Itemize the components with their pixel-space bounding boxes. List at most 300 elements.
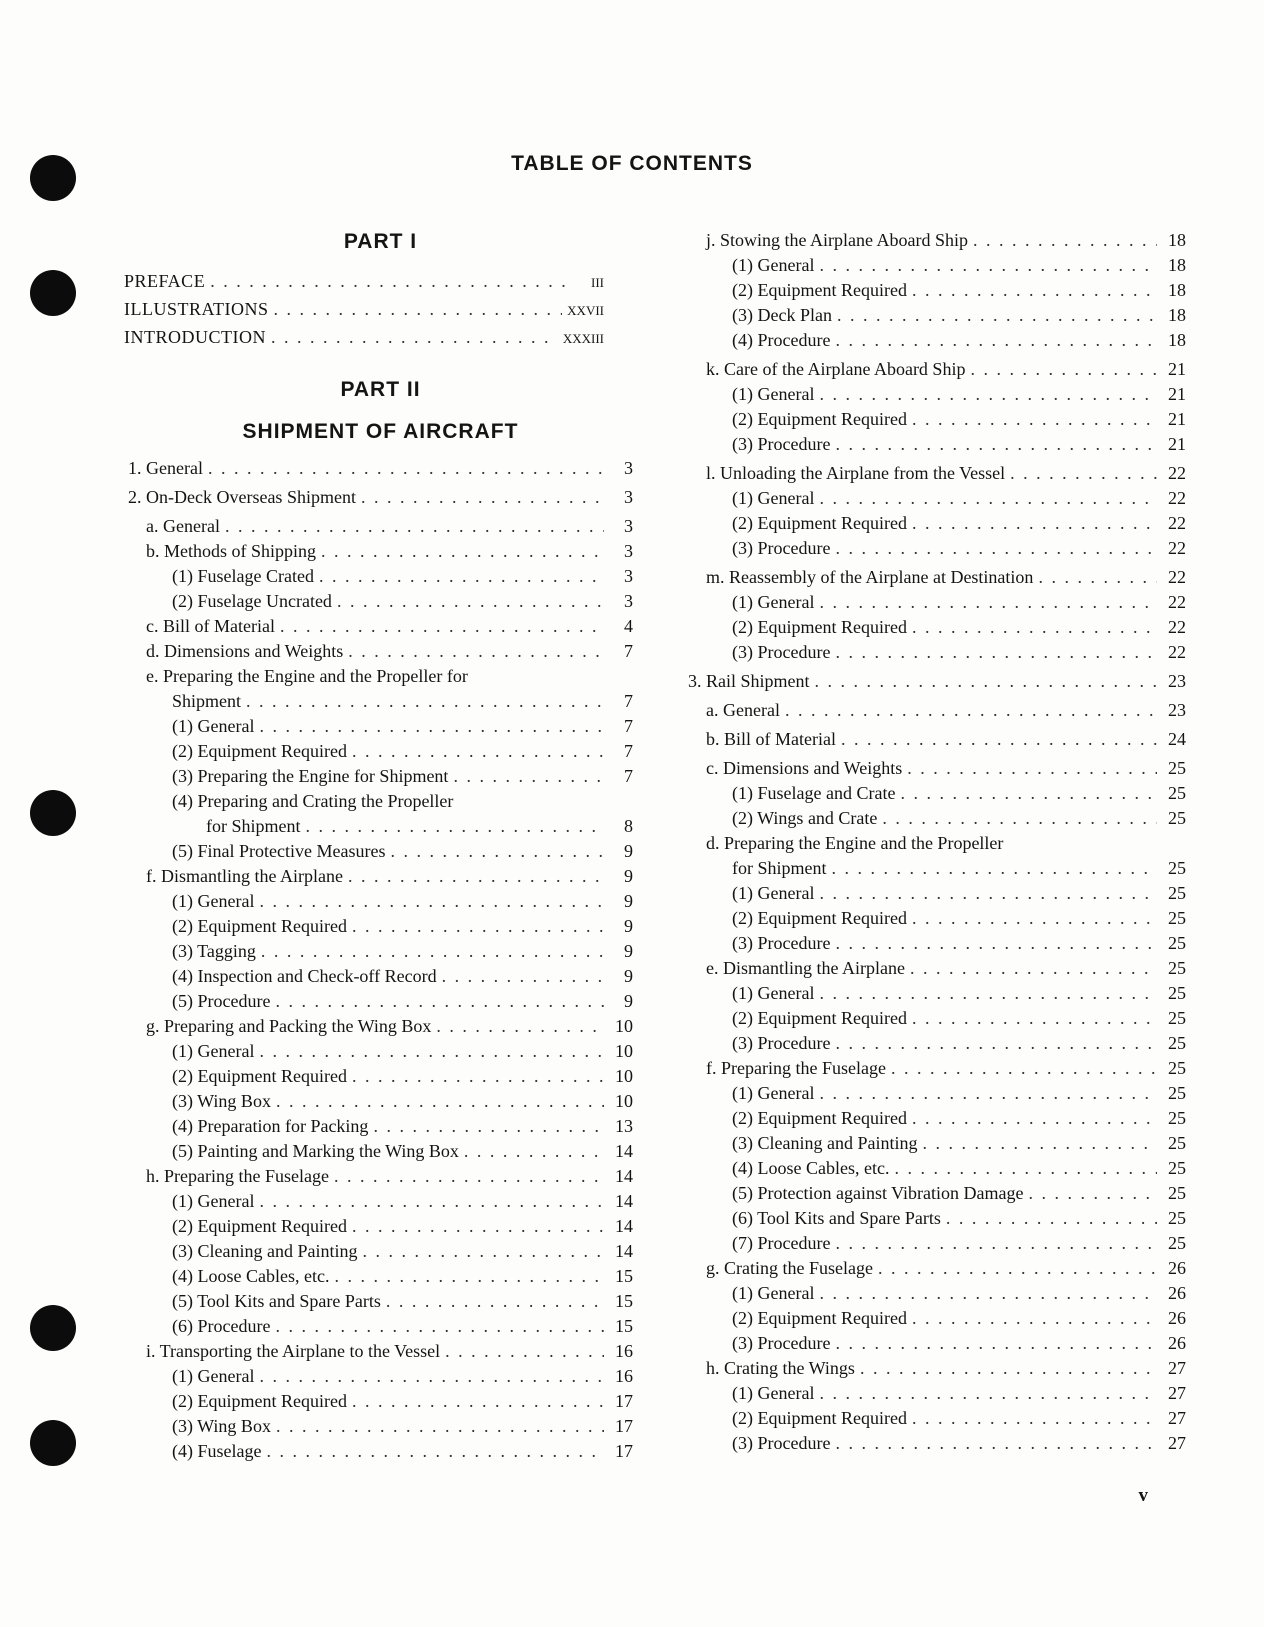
toc-entry-page: 22 <box>1168 617 1186 637</box>
toc-leader-dots <box>841 727 1157 752</box>
toc-entry-page: 18 <box>1168 280 1186 300</box>
toc-leader-dots <box>819 253 1157 278</box>
toc-entry-page: 18 <box>1168 305 1186 325</box>
toc-entry-page: 25 <box>1168 1008 1186 1028</box>
toc-entry <box>128 739 633 764</box>
toc-entry <box>128 1264 633 1289</box>
toc-entry-label: (2) Equipment Required <box>732 1308 907 1328</box>
toc-entry <box>688 640 1186 665</box>
toc-leader-dots <box>835 931 1157 956</box>
toc-entry <box>128 1239 633 1264</box>
toc-leader-dots <box>912 407 1157 432</box>
toc-entry-label: for Shipment <box>732 858 827 878</box>
toc-entry-label: (2) Equipment Required <box>732 1408 907 1428</box>
toc-entry-page: 23 <box>1168 671 1186 691</box>
toc-entry-page: 22 <box>1168 567 1186 587</box>
toc-entry-page: 21 <box>1168 384 1186 404</box>
toc-entry-page: 7 <box>624 741 633 761</box>
toc-entry <box>128 514 633 539</box>
toc-entry-label: (2) Equipment Required <box>732 1108 907 1128</box>
part1-entries <box>124 267 604 351</box>
toc-entry-label: (3) Procedure <box>732 933 831 953</box>
toc-leader-dots <box>276 1414 604 1439</box>
toc-leader-dots <box>352 1389 604 1414</box>
toc-entry-page: 25 <box>1168 1208 1186 1228</box>
toc-entry <box>128 1314 633 1339</box>
toc-entry-label: (1) Fuselage Crated <box>172 566 314 586</box>
toc-leader-dots <box>210 267 575 295</box>
toc-entry <box>688 253 1186 278</box>
toc-entry-page: 14 <box>615 1166 633 1186</box>
toc-entry-label: (1) General <box>732 384 815 404</box>
toc-entry-page: iii <box>591 271 604 291</box>
toc-leader-dots <box>837 303 1157 328</box>
part1-heading: PART I <box>343 230 418 253</box>
toc-entry <box>128 989 633 1014</box>
toc-entry-page: 13 <box>615 1116 633 1136</box>
toc-entry-label: (4) Preparation for Packing <box>172 1116 369 1136</box>
toc-leader-dots <box>922 1131 1157 1156</box>
toc-leader-dots <box>912 511 1157 536</box>
toc-leader-dots <box>819 382 1157 407</box>
toc-entry-label: (2) Equipment Required <box>732 1008 907 1028</box>
toc-entry <box>128 1089 633 1114</box>
toc-entry-page: 25 <box>1168 1033 1186 1053</box>
toc-entry-label: Shipment <box>172 691 242 711</box>
toc-entry-label: (1) Fuselage and Crate <box>732 783 896 803</box>
toc-entry-page: 21 <box>1168 409 1186 429</box>
toc-leader-dots <box>819 1381 1157 1406</box>
toc-entry-label: f. Dismantling the Airplane <box>146 866 343 886</box>
toc-leader-dots <box>275 989 604 1014</box>
toc-entry-label: (4) Preparing and Crating the Propeller <box>172 791 454 811</box>
toc-entry-page: 22 <box>1168 642 1186 662</box>
toc-entry-page: 7 <box>624 716 633 736</box>
toc-entry <box>128 714 633 739</box>
toc-entry-page: 25 <box>1168 883 1186 903</box>
toc-entry-label: ILLUSTRATIONS <box>124 299 269 319</box>
toc-entry-page: 27 <box>1168 1383 1186 1403</box>
toc-entry-page: 3 <box>624 541 633 561</box>
toc-entry-page: 9 <box>624 916 633 936</box>
toc-entry-page: 14 <box>615 1216 633 1236</box>
toc-entry <box>128 539 633 564</box>
toc-leader-dots <box>912 906 1157 931</box>
toc-leader-dots <box>1010 461 1157 486</box>
toc-entry-page: 25 <box>1168 1083 1186 1103</box>
toc-entry-page: 3 <box>624 591 633 611</box>
toc-entry-label: (1) General <box>732 983 815 1003</box>
toc-entry <box>688 806 1186 831</box>
toc-leader-dots <box>276 1089 604 1114</box>
toc-entry-page: 9 <box>624 991 633 1011</box>
toc-leader-dots <box>835 1031 1157 1056</box>
toc-leader-dots <box>373 1114 604 1139</box>
toc-entry <box>688 407 1186 432</box>
toc-entry-label: (5) Protection against Vibration Damage <box>732 1183 1024 1203</box>
toc-entry-page: 25 <box>1168 1183 1186 1203</box>
toc-entry-label: 2. On-Deck Overseas Shipment <box>128 487 356 507</box>
toc-entry-page: 27 <box>1168 1433 1186 1453</box>
toc-leader-dots <box>1038 565 1157 590</box>
toc-entry <box>128 1339 633 1364</box>
toc-entry <box>688 536 1186 561</box>
toc-entry-page: 22 <box>1168 538 1186 558</box>
toc-entry-page: 25 <box>1168 1108 1186 1128</box>
toc-entry <box>688 881 1186 906</box>
toc-entry <box>128 1289 633 1314</box>
toc-entry-label: (1) General <box>732 592 815 612</box>
toc-entry-page: 10 <box>615 1041 633 1061</box>
toc-leader-dots <box>274 295 563 323</box>
toc-entry-label: j. Stowing the Airplane Aboard Ship <box>706 230 968 250</box>
toc-leader-dots <box>266 1439 604 1464</box>
toc-entry-label: (1) General <box>172 1366 255 1386</box>
toc-leader-dots <box>445 1339 604 1364</box>
toc-leader-dots <box>348 639 604 664</box>
toc-leader-dots <box>225 514 604 539</box>
toc-entry <box>128 614 633 639</box>
toc-entry-label: (2) Fuselage Uncrated <box>172 591 332 611</box>
toc-entry-page: 18 <box>1168 230 1186 250</box>
toc-entry-label: c. Bill of Material <box>146 616 275 636</box>
toc-entry <box>128 639 633 664</box>
toc-entry-label: (3) Tagging <box>172 941 256 961</box>
toc-entry-label: (1) General <box>732 255 815 275</box>
toc-entry-label: e. Preparing the Engine and the Propeller for <box>146 666 468 686</box>
toc-entry-page: 21 <box>1168 359 1186 379</box>
toc-leader-dots <box>1029 1181 1157 1206</box>
toc-entry-page: 25 <box>1168 1133 1186 1153</box>
toc-entry <box>124 267 604 295</box>
toc-leader-dots <box>453 764 604 789</box>
toc-entry <box>688 590 1186 615</box>
toc-entry-label: (2) Equipment Required <box>732 617 907 637</box>
toc-entry-label: (3) Procedure <box>732 642 831 662</box>
toc-entry <box>688 1206 1186 1231</box>
toc-leader-dots <box>860 1356 1157 1381</box>
toc-entry <box>128 1389 633 1414</box>
toc-entry <box>688 906 1186 931</box>
toc-leader-dots <box>819 1281 1157 1306</box>
toc-entry <box>128 456 633 481</box>
toc-entry-label: (4) Loose Cables, etc. <box>172 1266 330 1286</box>
toc-leader-dots <box>348 864 604 889</box>
toc-leader-dots <box>259 714 604 739</box>
toc-leader-dots <box>390 839 604 864</box>
toc-entry-label: (1) General <box>732 1083 815 1103</box>
toc-entry-label: (3) Preparing the Engine for Shipment <box>172 766 449 786</box>
toc-entry <box>688 328 1186 353</box>
toc-entry <box>688 931 1186 956</box>
toc-leader-dots <box>912 615 1157 640</box>
toc-leader-dots <box>259 1189 604 1214</box>
toc-leader-dots <box>973 228 1157 253</box>
toc-entry-label: for Shipment <box>206 816 301 836</box>
toc-entry <box>128 1139 633 1164</box>
toc-entry <box>124 295 604 323</box>
toc-leader-dots <box>835 1331 1157 1356</box>
toc-leader-dots <box>819 981 1157 1006</box>
toc-entry-label: (3) Wing Box <box>172 1091 271 1111</box>
toc-entry-page: 7 <box>624 641 633 661</box>
toc-entry-label: (2) Equipment Required <box>732 409 907 429</box>
toc-entry <box>688 1081 1186 1106</box>
toc-entry-label: g. Preparing and Packing the Wing Box <box>146 1016 432 1036</box>
toc-entry-page: 25 <box>1168 808 1186 828</box>
toc-leader-dots <box>337 589 604 614</box>
toc-entry <box>128 1164 633 1189</box>
toc-entry-label: (1) General <box>172 891 255 911</box>
toc-entry <box>688 278 1186 303</box>
toc-entry-page: 10 <box>615 1091 633 1111</box>
toc-entry-page: 22 <box>1168 513 1186 533</box>
toc-entry <box>128 814 633 839</box>
toc-entry <box>688 1431 1186 1456</box>
toc-entry-label: (2) Equipment Required <box>172 1216 347 1236</box>
toc-leader-dots <box>835 536 1157 561</box>
punch-hole-4 <box>30 1305 76 1351</box>
toc-entry-label: (1) General <box>732 488 815 508</box>
toc-entry-page: 15 <box>615 1291 633 1311</box>
toc-leader-dots <box>352 1214 604 1239</box>
toc-entry-page: 26 <box>1168 1258 1186 1278</box>
toc-entry-page: 17 <box>615 1441 633 1461</box>
toc-leader-dots <box>306 814 605 839</box>
toc-entry-label: (2) Equipment Required <box>172 1391 347 1411</box>
left-toc-list <box>128 456 633 1464</box>
toc-entry-page: 25 <box>1168 1058 1186 1078</box>
toc-entry <box>688 1156 1186 1181</box>
toc-entry <box>128 1439 633 1464</box>
toc-entry <box>688 1406 1186 1431</box>
toc-entry <box>128 485 633 510</box>
toc-entry <box>688 981 1186 1006</box>
toc-entry-page: 26 <box>1168 1308 1186 1328</box>
toc-entry-page: 10 <box>615 1016 633 1036</box>
toc-leader-dots <box>912 1306 1157 1331</box>
toc-entry-page: 25 <box>1168 783 1186 803</box>
toc-leader-dots <box>259 1039 604 1064</box>
toc-entry-label: (6) Tool Kits and Spare Parts <box>732 1208 941 1228</box>
toc-entry-page: 25 <box>1168 1158 1186 1178</box>
toc-entry-page: 16 <box>615 1366 633 1386</box>
toc-entry-label: h. Preparing the Fuselage <box>146 1166 329 1186</box>
toc-entry <box>128 789 633 814</box>
toc-entry-page: 25 <box>1168 933 1186 953</box>
toc-leader-dots <box>334 1264 604 1289</box>
toc-entry <box>688 781 1186 806</box>
toc-entry-label: (4) Loose Cables, etc. <box>732 1158 890 1178</box>
toc-entry-label: (1) General <box>172 1041 255 1061</box>
toc-entry-label: (2) Equipment Required <box>732 908 907 928</box>
toc-entry-label: (1) General <box>172 1191 255 1211</box>
toc-entry-label: (3) Procedure <box>732 538 831 558</box>
toc-entry-label: (1) General <box>732 883 815 903</box>
toc-entry <box>688 615 1186 640</box>
toc-leader-dots <box>912 1006 1157 1031</box>
punch-hole-3 <box>30 790 76 836</box>
toc-entry-label: (3) Procedure <box>732 434 831 454</box>
toc-entry-page: 18 <box>1168 255 1186 275</box>
toc-entry-page: 7 <box>624 766 633 786</box>
toc-entry <box>128 1039 633 1064</box>
toc-leader-dots <box>259 889 604 914</box>
toc-entry <box>688 1306 1186 1331</box>
toc-entry <box>688 1056 1186 1081</box>
toc-entry-label: (3) Procedure <box>732 1333 831 1353</box>
toc-leader-dots <box>835 1431 1157 1456</box>
toc-entry-page: 4 <box>624 616 633 636</box>
toc-entry <box>128 1114 633 1139</box>
toc-entry-page: 14 <box>615 1191 633 1211</box>
toc-leader-dots <box>436 1014 604 1039</box>
toc-entry <box>688 357 1186 382</box>
toc-leader-dots <box>912 1406 1157 1431</box>
toc-entry-page: 26 <box>1168 1283 1186 1303</box>
toc-entry-label: (2) Equipment Required <box>172 916 347 936</box>
toc-entry-page: 18 <box>1168 330 1186 350</box>
toc-entry <box>688 432 1186 457</box>
toc-entry-label: e. Dismantling the Airplane <box>706 958 905 978</box>
toc-entry-label: g. Crating the Fuselage <box>706 1258 873 1278</box>
toc-entry-page: 3 <box>624 458 633 478</box>
toc-leader-dots <box>835 328 1157 353</box>
toc-entry <box>688 1281 1186 1306</box>
toc-entry-label: (3) Procedure <box>732 1033 831 1053</box>
toc-entry <box>128 939 633 964</box>
toc-entry <box>688 1256 1186 1281</box>
toc-entry-label: (3) Cleaning and Painting <box>172 1241 358 1261</box>
toc-entry-page: 25 <box>1168 758 1186 778</box>
toc-entry <box>128 1189 633 1214</box>
toc-entry-page: 25 <box>1168 858 1186 878</box>
toc-entry-label: m. Reassembly of the Airplane at Destination <box>706 567 1034 587</box>
toc-entry <box>128 1364 633 1389</box>
toc-entry-label: (7) Procedure <box>732 1233 831 1253</box>
toc-entry <box>128 864 633 889</box>
toc-leader-dots <box>835 432 1157 457</box>
toc-leader-dots <box>819 590 1157 615</box>
toc-entry <box>128 914 633 939</box>
toc-entry <box>688 956 1186 981</box>
toc-entry <box>688 856 1186 881</box>
toc-entry-page: 17 <box>615 1416 633 1436</box>
toc-leader-dots <box>275 1314 604 1339</box>
toc-entry <box>688 1181 1186 1206</box>
toc-entry-label: d. Preparing the Engine and the Propeller <box>706 833 1004 853</box>
toc-entry <box>688 486 1186 511</box>
toc-entry <box>688 727 1186 752</box>
toc-entry-label: a. General <box>706 700 780 720</box>
toc-entry-label: (5) Final Protective Measures <box>172 841 386 861</box>
toc-entry-label: (2) Equipment Required <box>172 1066 347 1086</box>
toc-entry-label: (4) Inspection and Check-off Record <box>172 966 437 986</box>
toc-entry-label: (1) General <box>732 1283 815 1303</box>
toc-entry <box>688 303 1186 328</box>
toc-leader-dots <box>352 1064 604 1089</box>
toc-entry <box>688 1356 1186 1381</box>
toc-entry-page: 22 <box>1168 463 1186 483</box>
toc-entry <box>688 382 1186 407</box>
toc-entry-page: 24 <box>1168 729 1186 749</box>
toc-leader-dots <box>271 323 558 351</box>
toc-entry-label: f. Preparing the Fuselage <box>706 1058 886 1078</box>
toc-entry-label: (5) Procedure <box>172 991 271 1011</box>
toc-leader-dots <box>319 564 604 589</box>
toc-leader-dots <box>900 781 1157 806</box>
toc-entry-label: (2) Equipment Required <box>732 280 907 300</box>
toc-entry-page: 25 <box>1168 1233 1186 1253</box>
toc-leader-dots <box>361 485 604 510</box>
toc-leader-dots <box>352 739 604 764</box>
toc-entry-page: 27 <box>1168 1358 1186 1378</box>
toc-entry-label: k. Care of the Airplane Aboard Ship <box>706 359 966 379</box>
toc-entry-label: (2) Equipment Required <box>172 741 347 761</box>
toc-leader-dots <box>894 1156 1157 1181</box>
toc-entry-page: 15 <box>615 1316 633 1336</box>
toc-entry-label: (1) General <box>732 1383 815 1403</box>
toc-leader-dots <box>259 1364 604 1389</box>
toc-leader-dots <box>891 1056 1157 1081</box>
toc-entry-label: i. Transporting the Airplane to the Vessel <box>146 1341 441 1361</box>
toc-entry-page: 9 <box>624 941 633 961</box>
toc-leader-dots <box>882 806 1157 831</box>
toc-entry <box>688 831 1186 856</box>
toc-entry-page: 16 <box>615 1341 633 1361</box>
toc-entry-page: 3 <box>624 566 633 586</box>
toc-leader-dots <box>946 1206 1157 1231</box>
toc-leader-dots <box>785 698 1157 723</box>
toc-leader-dots <box>352 914 604 939</box>
toc-entry <box>128 589 633 614</box>
toc-entry-page: 7 <box>624 691 633 711</box>
toc-entry-page: 9 <box>624 966 633 986</box>
toc-entry-label: INTRODUCTION <box>124 327 266 347</box>
toc-entry <box>688 1131 1186 1156</box>
toc-leader-dots <box>208 456 604 481</box>
toc-leader-dots <box>442 964 604 989</box>
toc-leader-dots <box>819 486 1157 511</box>
toc-entry <box>688 228 1186 253</box>
punch-hole-2 <box>30 270 76 316</box>
toc-entry-page: 22 <box>1168 488 1186 508</box>
toc-leader-dots <box>835 1231 1157 1256</box>
toc-entry <box>688 1031 1186 1056</box>
toc-entry-page: 14 <box>615 1141 633 1161</box>
toc-leader-dots <box>910 956 1157 981</box>
toc-entry <box>688 1006 1186 1031</box>
toc-leader-dots <box>907 756 1157 781</box>
toc-leader-dots <box>819 881 1157 906</box>
toc-leader-dots <box>815 669 1158 694</box>
toc-entry-label: c. Dimensions and Weights <box>706 758 903 778</box>
toc-leader-dots <box>912 278 1157 303</box>
toc-entry-page: 22 <box>1168 592 1186 612</box>
toc-entry-page: 9 <box>624 841 633 861</box>
toc-leader-dots <box>464 1139 604 1164</box>
toc-entry-page: 9 <box>624 891 633 911</box>
part2-heading: PART II <box>340 378 421 401</box>
toc-entry <box>128 1414 633 1439</box>
toc-entry-label: b. Bill of Material <box>706 729 836 749</box>
toc-entry-page: 8 <box>624 816 633 836</box>
toc-entry-label: a. General <box>146 516 220 536</box>
toc-entry-label: h. Crating the Wings <box>706 1358 855 1378</box>
toc-entry-page: 9 <box>624 866 633 886</box>
toc-leader-dots <box>386 1289 604 1314</box>
toc-entry-label: (1) General <box>172 716 255 736</box>
